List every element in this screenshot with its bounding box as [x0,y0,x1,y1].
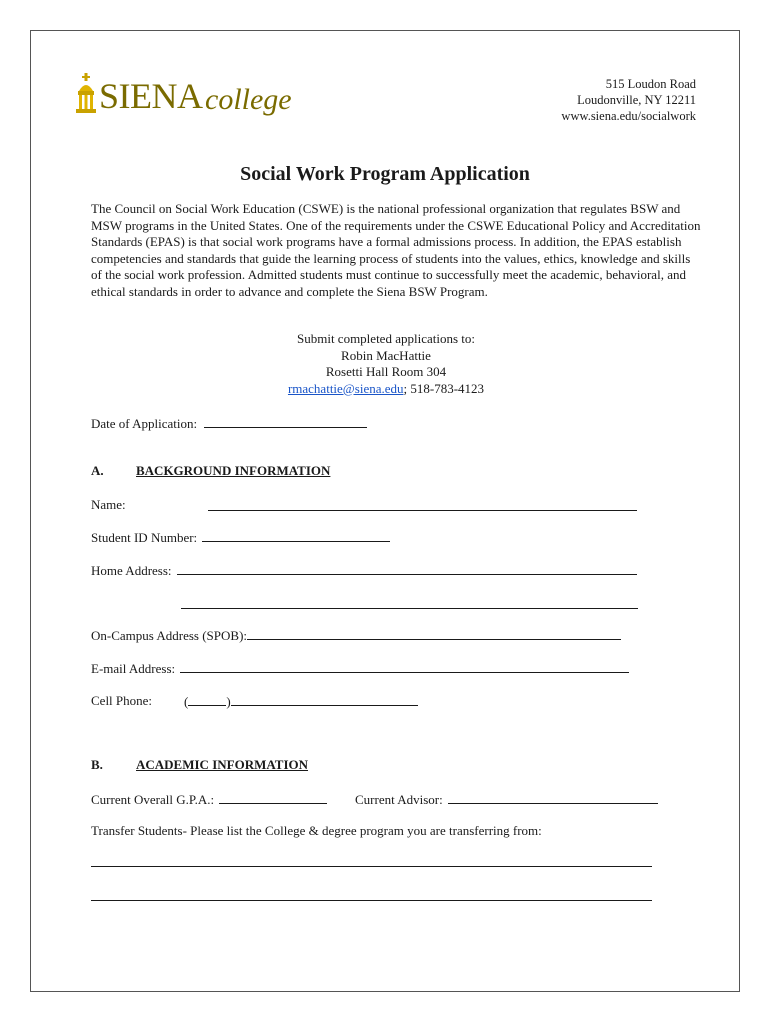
advisor-label: Current Advisor: [355,792,443,807]
home-address-field-line-2[interactable] [181,596,638,609]
on-campus-row [91,627,621,644]
student-id-field[interactable] [202,529,390,542]
on-campus-field[interactable] [247,627,621,640]
application-page [30,30,740,992]
section-a-letter: A. [91,463,104,478]
email-field[interactable] [180,660,629,673]
logo-college-text: college [205,83,292,116]
submission-instructions [31,331,741,397]
cell-phone-row [184,693,418,710]
submit-room: Rosetti Hall Room 304 [325,364,447,379]
date-field[interactable] [204,415,367,428]
building-tower-icon [73,73,99,117]
home-address-label: Home Address: [91,563,172,578]
page-title: Social Work Program Application [240,163,530,185]
address-website: www.siena.edu/socialwork [561,109,696,123]
gpa-row [91,791,327,808]
cell-phone-field[interactable] [231,693,418,706]
section-a-heading [136,463,330,479]
siena-college-logo [73,71,303,131]
section-b-letter: B. [91,757,103,772]
cell-phone-label: Cell Phone: [91,693,153,708]
student-id-row [91,529,390,546]
section-a-title: BACKGROUND INFORMATION [136,463,331,478]
submit-contact-name: Robin MacHattie [341,347,431,363]
home-address-field[interactable] [177,562,637,575]
section-b-title: ACADEMIC INFORMATION [136,757,309,772]
email-label: E-mail Address: [91,661,176,676]
address-city: Loudonville, NY 12211 [577,93,696,107]
submit-phone: ; 518-783-4123 [403,380,485,396]
intro-paragraph: The Council on Social Work Education (CSWE) is the national professional organization that regulates BSW and MSW programs in the United States. One of the requirements under the CSWE Educational Policy and Accreditation Standards (EPAS) is that social work programs have a formal admissions process. In addition, the EPAS establish competencies and standards that guide the learning process of students into the values, ethics, knowledge and skills of the social work profession. Admitted students must continue to successfully meet the academic, behavioral, and ethical standards in order to advance and complete the Siena BSW Program. [91,201,701,299]
transfer-field-line-1[interactable] [91,866,652,867]
name-label: Name: [91,497,126,512]
gpa-label: Current Overall G.P.A.: [91,792,215,807]
email-row [91,660,629,677]
email-link[interactable]: rmachattie@siena.edu [287,380,404,396]
cell-close-paren: ) [226,694,231,709]
transfer-label: Transfer Students- Please list the College & degree program you are transferring from: [91,823,542,838]
contact-address [561,76,696,124]
submit-contact-line [31,381,741,398]
logo-siena-text: SIENA [99,76,203,116]
date-of-application-row [91,415,367,432]
transfer-field-line-2[interactable] [91,900,652,901]
submit-heading: Submit completed applications to: [296,331,475,346]
student-id-label: Student ID Number: [91,530,198,545]
date-label: Date of Application: [91,416,198,431]
home-address-row [91,562,637,579]
name-field[interactable] [208,498,637,511]
section-b-heading [136,757,308,773]
cell-open-paren: ( [184,694,189,709]
area-code-field[interactable] [188,693,226,706]
on-campus-label: On-Campus Address (SPOB): [91,628,248,643]
advisor-row [355,791,658,808]
gpa-field[interactable] [219,791,327,804]
address-street: 515 Loudon Road [605,77,696,91]
advisor-field[interactable] [448,791,658,804]
